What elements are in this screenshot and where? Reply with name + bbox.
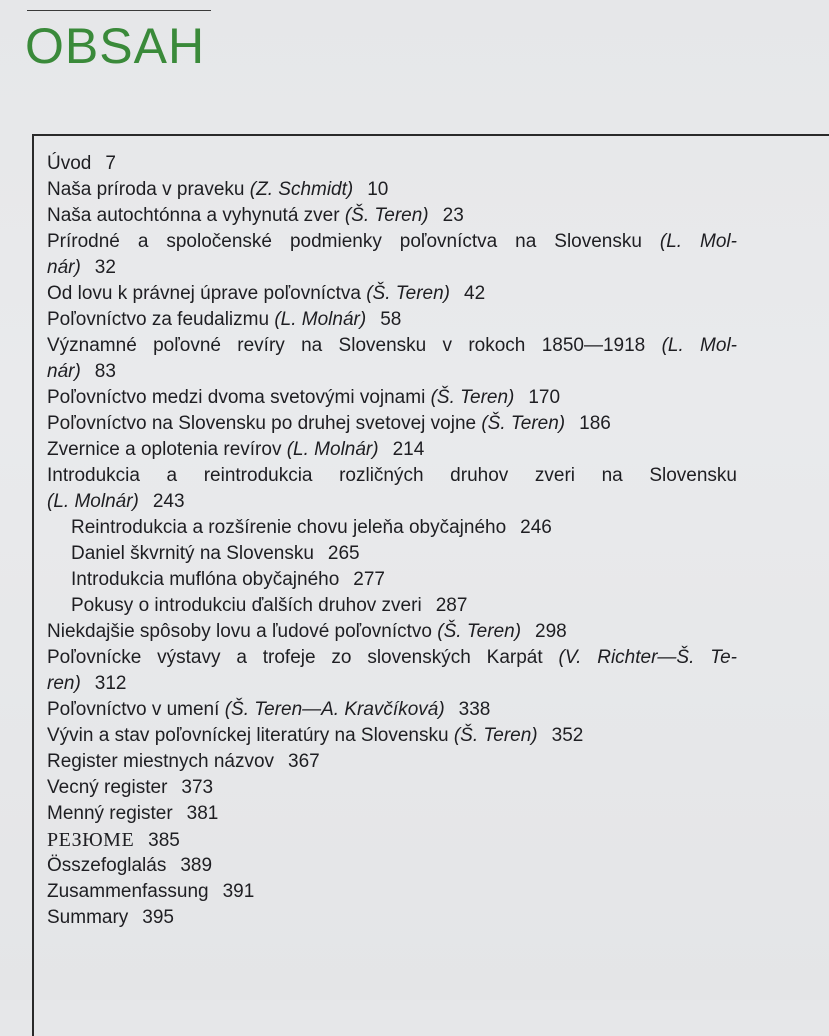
toc-entry-continuation	[47, 359, 737, 385]
toc-entry	[47, 749, 737, 775]
toc-entry-page: 381	[186, 803, 219, 824]
toc-entry-page: 287	[435, 595, 468, 616]
toc-entry-continuation	[47, 671, 737, 697]
toc-entry-page: 243	[152, 491, 185, 512]
toc-entry	[47, 801, 737, 827]
toc-entry-title: Daniel škvrnitý na Slovensku	[71, 543, 314, 564]
toc-entry-page: 389	[180, 855, 213, 876]
toc-entry-author: (L. Mol-	[661, 335, 737, 356]
toc-entry-page: 186	[579, 413, 611, 434]
toc-entry-title: Od lovu k právnej úprave poľovníctva	[47, 283, 361, 304]
toc-entry	[47, 177, 737, 203]
toc-entry-title: Poľovníctvo na Slovensku po druhej svetovej vojne	[47, 413, 477, 434]
toc-entry-page: 32	[94, 257, 116, 278]
top-rule	[27, 10, 211, 11]
toc-entry-page: 385	[148, 830, 180, 851]
toc-entry-page: 83	[94, 361, 116, 382]
toc-entry-author: (Š. Teren)	[481, 413, 566, 434]
toc-entry-author: (L. Molnár)	[47, 491, 139, 512]
toc-entry	[47, 281, 737, 307]
toc-entry-title: Introdukcia a reintrodukcia rozličných druhov zveri na Slovensku	[47, 465, 737, 486]
toc-entry-title: Vecný register	[47, 777, 168, 798]
toc-entry-page: 338	[458, 699, 491, 720]
toc-entry-author: (Z. Schmidt)	[249, 179, 354, 200]
toc-entry-title: Niekdajšie spôsoby lovu a ľudové poľovníctvo	[47, 621, 432, 642]
toc-entry	[47, 203, 737, 229]
toc-entry-page: 246	[520, 517, 552, 538]
toc-entry	[47, 463, 737, 489]
toc-entry	[47, 645, 737, 671]
toc-entry-title: Poľovníctvo medzi dvoma svetovými vojnami	[47, 387, 426, 408]
toc-subentry	[47, 567, 737, 593]
toc-entry	[47, 333, 737, 359]
toc-entry-page: 373	[181, 777, 214, 798]
toc-entry-continuation	[47, 255, 737, 281]
toc-entry	[47, 723, 737, 749]
toc-entry-title: РЕЗЮМЕ	[47, 829, 135, 851]
toc-entry-author: ren)	[47, 673, 81, 694]
toc-entry	[47, 307, 737, 333]
toc-entry	[47, 151, 737, 177]
toc-entry	[47, 437, 737, 463]
toc-entry-page: 42	[464, 283, 486, 304]
toc-entry-title: Register miestnych názvov	[47, 751, 275, 772]
page-title: OBSAH	[25, 18, 206, 74]
toc-entry-author: (Š. Teren)	[344, 205, 429, 226]
toc-entry-title: Prírodné a spoločenské podmienky poľovníctva na Slovensku	[47, 231, 642, 252]
toc-entry-page: 23	[442, 205, 464, 226]
toc-entry-page: 352	[551, 725, 584, 746]
toc-entry	[47, 905, 737, 931]
toc-entry-author: (Š. Teren)	[366, 283, 450, 304]
toc-entry-author: (Š. Teren—A. Kravčíková)	[224, 699, 445, 720]
toc-entry-title: Zusammenfassung	[47, 881, 209, 902]
toc-entry-continuation	[47, 489, 737, 515]
toc-entry-title: Reintrodukcia a rozšírenie chovu jeleňa obyčajného	[71, 517, 507, 538]
toc-entry	[47, 411, 737, 437]
toc-entry-page: 395	[142, 907, 174, 928]
toc-entry-title: Významné poľovné revíry na Slovensku v rokoch 1850—1918	[47, 335, 646, 356]
toc-entry-page: 312	[94, 673, 127, 694]
toc-entry-title: Vývin a stav poľovníckej literatúry na Slovensku	[47, 725, 449, 746]
toc-entry-title: Úvod	[47, 153, 92, 174]
toc-entry-page: 265	[327, 543, 360, 564]
toc-entry-title: Naša autochtónna a vyhynutá zver	[47, 205, 340, 226]
toc-entry	[47, 853, 737, 879]
toc-entry-title: Zvernice a oplotenia revírov	[47, 439, 282, 460]
toc-entry-page: 391	[222, 881, 255, 902]
toc-entry-title: Menný register	[47, 803, 173, 824]
toc-entry-page: 214	[392, 439, 425, 460]
toc-entry-page: 277	[353, 569, 385, 590]
toc-entry-title: Introdukcia muflóna obyčajného	[71, 569, 340, 590]
toc-entry-author: (V. Richter—Š. Te-	[558, 647, 737, 668]
toc-subentry	[47, 515, 737, 541]
toc-entry-page: 367	[288, 751, 320, 772]
toc-entry-author: (L. Molnár)	[274, 309, 367, 330]
toc-entry-title: Összefoglalás	[47, 855, 167, 876]
toc-subentry	[47, 541, 737, 567]
toc-entry-title: Poľovníctvo v umení	[47, 699, 220, 720]
toc-entry-author: (Š. Teren)	[453, 725, 538, 746]
toc-entry-author: (L. Molnár)	[286, 439, 379, 460]
toc-entry-author: (L. Mol-	[659, 231, 737, 252]
toc-entry-title: Pokusy o introdukciu ďalších druhov zveri	[71, 595, 422, 616]
toc-entry-page: 170	[528, 387, 561, 408]
toc-entry	[47, 697, 737, 723]
toc-entry	[47, 229, 737, 255]
toc-entry-author: (Š. Teren)	[437, 621, 522, 642]
toc-entry	[47, 619, 737, 645]
toc-entry-title: Naša príroda v praveku	[47, 179, 245, 200]
toc-entry	[47, 879, 737, 905]
toc-subentry	[47, 593, 737, 619]
toc-entry-author: nár)	[47, 361, 81, 382]
toc-entry	[47, 775, 737, 801]
toc-entry-title: Poľovnícke výstavy a trofeje zo slovenských Karpát	[47, 647, 543, 668]
toc-entry	[47, 385, 737, 411]
toc-entry-page: 7	[105, 153, 116, 174]
table-of-contents	[47, 151, 737, 931]
toc-entry	[47, 827, 737, 853]
toc-entry-title: Summary	[47, 907, 129, 928]
toc-entry-page: 10	[367, 179, 389, 200]
toc-entry-title: Poľovníctvo za feudalizmu	[47, 309, 270, 330]
toc-entry-author: (Š. Teren)	[430, 387, 515, 408]
toc-entry-page: 298	[535, 621, 567, 642]
toc-entry-author: nár)	[47, 257, 81, 278]
toc-entry-page: 58	[380, 309, 402, 330]
